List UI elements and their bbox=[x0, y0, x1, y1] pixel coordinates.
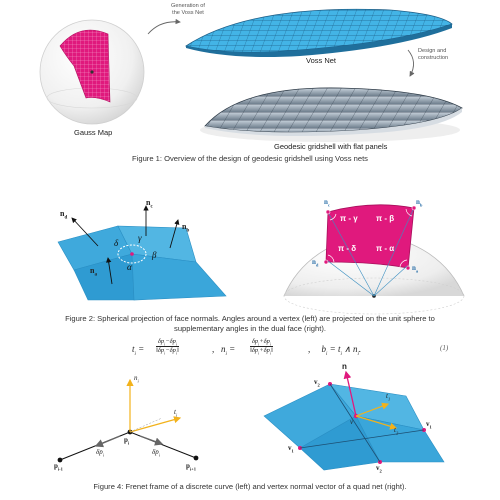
left-label-nd: $n_d$ bbox=[60, 209, 68, 221]
figure-4-caption: Figure 4: Frenet frame of a discrete curve (left) and vertex normal vector of a quad net (right). bbox=[93, 482, 407, 491]
eq-normal: , $n_i$ = bbox=[212, 344, 236, 357]
gauss-map-label: Gauss Map bbox=[74, 128, 113, 137]
label-t1: $t_1$ bbox=[386, 392, 391, 402]
angle-beta: β bbox=[152, 250, 157, 260]
eq-normal-fraction: $\delta p_i+\delta p_i$ $‖\delta p_i+\delta p_i‖$ bbox=[250, 338, 273, 356]
design-construction-label: Design and construction bbox=[418, 48, 449, 61]
voss-net-label: Voss Net bbox=[306, 56, 337, 65]
label-ni: $n_i$ bbox=[134, 374, 139, 384]
right-label-nb: $n_b$ bbox=[416, 198, 423, 208]
eq-tangent: $t_i$ = bbox=[132, 344, 145, 357]
right-label-na: $n_a$ bbox=[412, 264, 419, 274]
figure-1-caption: Figure 1: Overview of the design of geodesic gridshell using Voss nets bbox=[132, 154, 368, 163]
label-dp-right: $\delta p_i$ bbox=[152, 448, 161, 458]
label-v1-right: $v_1$ bbox=[426, 420, 432, 430]
label-p-next: $p_{i+1}$ bbox=[186, 462, 196, 472]
generation-label: Generation of the Voss Net bbox=[171, 3, 205, 16]
right-label-nd: $n_d$ bbox=[312, 258, 319, 268]
label-ti: $t_i$ bbox=[174, 408, 178, 418]
label-dp-left: $\delta p_i$ bbox=[96, 448, 105, 458]
figure-2-caption: Figure 2: Spherical projection of face normals. Angles around a vertex (left) are projected on the unit sphere to supplementary angles in the dual face (right). bbox=[65, 314, 435, 333]
angle-alpha: α bbox=[127, 262, 132, 272]
dual-label-pi-beta: π - β bbox=[376, 214, 395, 223]
label-t2: $t_2$ bbox=[394, 426, 399, 436]
label-v2-bottom: $v_2$ bbox=[376, 464, 382, 474]
left-label-na: $n_a$ bbox=[90, 266, 97, 278]
angle-gamma: γ bbox=[138, 233, 142, 243]
left-label-nc: $n_c$ bbox=[146, 198, 153, 210]
label-v2-top: $v_2$ bbox=[314, 378, 320, 388]
right-label-nc: $n_c$ bbox=[324, 198, 330, 208]
label-n: n bbox=[342, 362, 347, 371]
gridshell-label: Geodesic gridshell with flat panels bbox=[274, 142, 388, 151]
eq-tangent-fraction: $\delta p_i-\delta p_i$ $‖\delta p_i-\delta p_i‖$ bbox=[156, 338, 179, 356]
label-pi: $p_i$ bbox=[124, 436, 130, 446]
dual-label-pi-delta: π - δ bbox=[338, 244, 357, 253]
left-label-nb: $n_b$ bbox=[182, 222, 190, 234]
eq-number: (1) bbox=[440, 344, 449, 352]
eq-binormal: , $b_i = t_i$ ∧ $n_i$. bbox=[308, 344, 362, 357]
dual-label-pi-alpha: π - α bbox=[376, 244, 395, 253]
label-v1-left: $v_1$ bbox=[288, 444, 294, 454]
angle-delta: δ bbox=[114, 238, 119, 248]
label-v: v bbox=[350, 418, 354, 426]
label-p-prev: $p_{i-1}$ bbox=[54, 462, 63, 472]
dual-label-pi-gamma: π - γ bbox=[340, 214, 358, 223]
